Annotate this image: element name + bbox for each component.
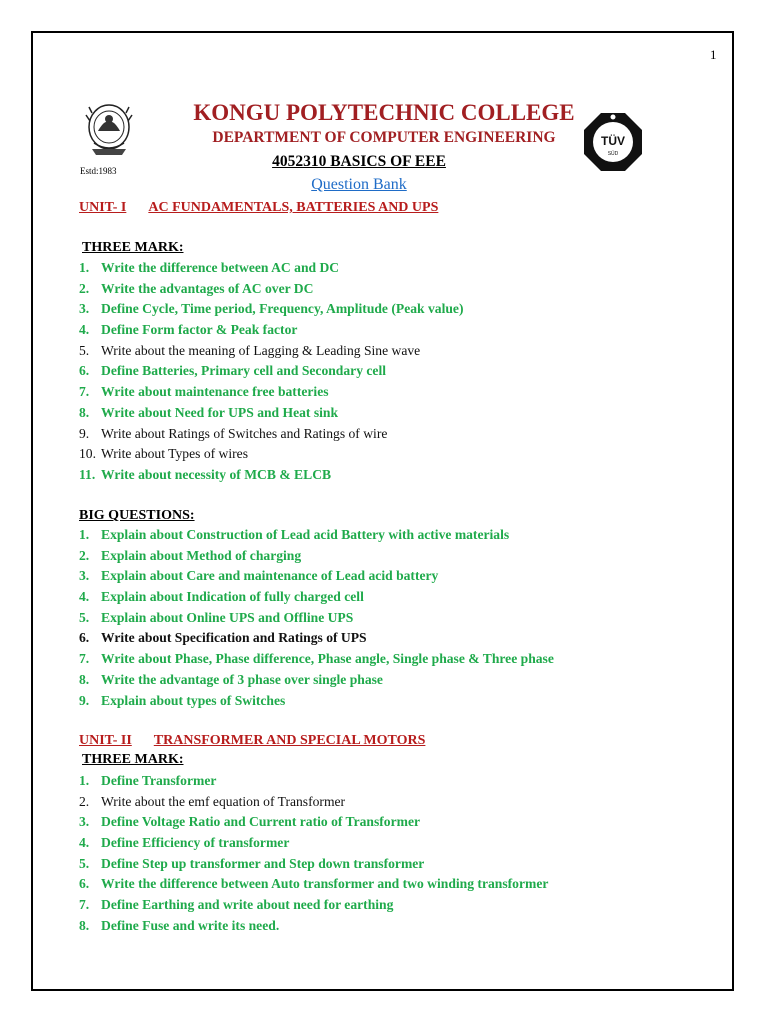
question-text: Define Form factor & Peak factor xyxy=(101,322,298,338)
question-text: Define Step up transformer and Step down transformer xyxy=(101,855,425,871)
unit2-three-mark-heading: THREE MARK: xyxy=(82,752,184,767)
question-number: 5. xyxy=(79,855,90,871)
question-item xyxy=(79,854,548,875)
unit2-title: TRANSFORMER AND SPECIAL MOTORS xyxy=(153,733,426,748)
question-item xyxy=(79,382,463,403)
tuv-sub-text: SÜD xyxy=(607,151,619,157)
question-text: Write the difference between Auto transformer and two winding transformer xyxy=(101,876,549,892)
question-text: Define Fuse and write its need. xyxy=(101,917,280,933)
question-number: 6. xyxy=(79,876,90,892)
unit1-three-mark-list xyxy=(79,258,463,486)
question-number: 4. xyxy=(79,835,90,851)
question-item xyxy=(79,546,554,567)
unit1-title: AC FUNDAMENTALS, BATTERIES AND UPS xyxy=(148,200,439,215)
question-text: Define Voltage Ratio and Current ratio of Transformer xyxy=(101,814,421,830)
question-item xyxy=(79,299,463,320)
question-text: Explain about Method of charging xyxy=(101,547,302,563)
question-text: Write about necessity of MCB & ELCB xyxy=(101,466,332,482)
question-number: 6. xyxy=(79,363,90,379)
unit2-three-mark-list xyxy=(79,771,548,937)
question-item xyxy=(79,874,548,895)
question-text: Write the difference between AC and DC xyxy=(101,260,340,275)
question-text: Define Transformer xyxy=(101,773,217,788)
question-number: 4. xyxy=(79,589,90,605)
question-item xyxy=(79,628,554,649)
question-number: 9. xyxy=(79,425,90,441)
question-text: Define Earthing and write about need for earthing xyxy=(101,897,394,913)
question-number: 3. xyxy=(79,301,90,317)
question-text: Explain about Care and maintenance of Lead acid battery xyxy=(101,568,439,584)
question-item xyxy=(79,566,554,587)
question-item xyxy=(79,525,554,546)
question-text: Define Batteries, Primary cell and Secondary cell xyxy=(101,363,387,379)
question-number: 3. xyxy=(79,568,90,584)
course-title: 4052310 BASICS OF EEE xyxy=(272,153,446,170)
question-text: Write about Phase, Phase difference, Phase angle, Single phase & Three phase xyxy=(101,651,554,667)
question-number: 1. xyxy=(79,773,90,788)
question-number: 8. xyxy=(79,917,90,933)
question-text: Write the advantage of 3 phase over single phase xyxy=(101,671,383,687)
question-number: 8. xyxy=(79,404,90,420)
question-number: 7. xyxy=(79,897,90,913)
question-number: 9. xyxy=(79,692,90,708)
question-number: 5. xyxy=(79,342,90,358)
question-item xyxy=(79,361,463,382)
question-number: 5. xyxy=(79,609,90,625)
question-text: Write about Specification and Ratings of UPS xyxy=(101,630,367,646)
question-text: Define Efficiency of transformer xyxy=(101,835,290,851)
question-number: 2. xyxy=(79,547,90,563)
question-item xyxy=(79,670,554,691)
question-number: 10. xyxy=(79,446,96,462)
question-item xyxy=(79,649,554,670)
question-item xyxy=(79,608,554,629)
question-number: 7. xyxy=(79,384,90,400)
question-item xyxy=(79,279,463,300)
question-number: 2. xyxy=(79,280,90,296)
college-name: KONGU POLYTECHNIC COLLEGE xyxy=(193,100,575,125)
unit1-label: UNIT- I xyxy=(79,200,127,215)
question-number: 8. xyxy=(79,671,90,687)
question-number: 1. xyxy=(79,527,90,542)
question-item xyxy=(79,691,554,712)
question-item xyxy=(79,341,463,362)
unit1-heading xyxy=(79,200,438,216)
question-number: 2. xyxy=(79,793,90,809)
unit1-three-mark-heading: THREE MARK: xyxy=(82,240,184,255)
unit2-label: UNIT- II xyxy=(79,733,132,748)
question-text: Write about the emf equation of Transformer xyxy=(101,793,346,809)
tuv-logo-text: TÜV xyxy=(601,134,625,148)
question-number: 3. xyxy=(79,814,90,830)
question-item xyxy=(79,424,463,445)
question-text: Write about Ratings of Switches and Ratings of wire xyxy=(101,425,388,441)
question-number: 6. xyxy=(79,630,90,646)
question-text: Explain about Construction of Lead acid Battery with active materials xyxy=(101,527,510,542)
question-number: 7. xyxy=(79,651,90,667)
question-item xyxy=(79,444,463,465)
page-number: 1 xyxy=(710,47,717,62)
question-bank-link[interactable]: Question Bank xyxy=(311,176,407,193)
question-item xyxy=(79,916,548,937)
question-text: Write about maintenance free batteries xyxy=(101,384,329,400)
question-text: Explain about Indication of fully charged cell xyxy=(101,589,364,605)
question-text: Explain about Online UPS and Offline UPS xyxy=(101,609,354,625)
question-item xyxy=(79,895,548,916)
question-item xyxy=(79,587,554,608)
question-number: 1. xyxy=(79,260,90,275)
question-item xyxy=(79,771,548,792)
question-number: 4. xyxy=(79,322,90,338)
question-text: Explain about types of Switches xyxy=(101,692,286,708)
unit1-big-questions-heading: BIG QUESTIONS: xyxy=(79,508,195,523)
question-item xyxy=(79,833,548,854)
question-text: Define Cycle, Time period, Frequency, Amplitude (Peak value) xyxy=(101,301,464,317)
question-text: Write the advantages of AC over DC xyxy=(101,280,314,296)
question-item xyxy=(79,792,548,813)
question-text: Write about Need for UPS and Heat sink xyxy=(101,404,339,420)
question-number: 11. xyxy=(79,466,96,482)
question-item xyxy=(79,465,463,486)
unit2-heading xyxy=(79,733,425,749)
question-item xyxy=(79,320,463,341)
question-item xyxy=(79,812,548,833)
unit1-big-questions-list xyxy=(79,525,554,711)
question-text: Write about the meaning of Lagging & Leading Sine wave xyxy=(101,342,421,358)
question-item xyxy=(79,403,463,424)
question-item xyxy=(79,258,463,279)
established-year: Estd:1983 xyxy=(80,166,117,176)
question-text: Write about Types of wires xyxy=(101,446,248,462)
department-name: DEPARTMENT OF COMPUTER ENGINEERING xyxy=(212,129,556,146)
